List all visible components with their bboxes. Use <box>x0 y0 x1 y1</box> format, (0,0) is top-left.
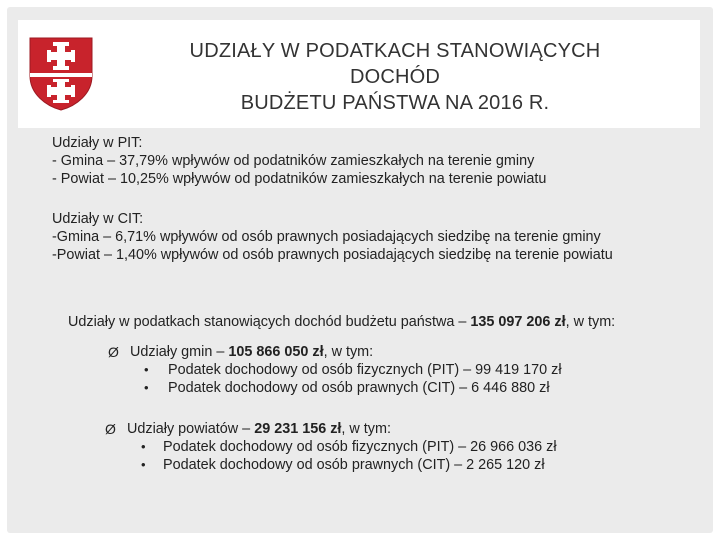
bullet-icon: • <box>141 457 146 472</box>
bullet-icon: • <box>141 439 146 454</box>
summary-amount: 135 097 206 zł <box>470 314 566 330</box>
cit-powiat-line: -Powiat – 1,40% wpływów od osób prawnych posiadających siedzibę na terenie powiatu <box>52 247 613 263</box>
powiatow-suffix: , w tym: <box>341 421 391 437</box>
powiatow-line <box>127 420 391 438</box>
title-line-1: UDZIAŁY W PODATKACH STANOWIĄCYCH <box>189 40 601 62</box>
cit-gmina-line: -Gmina – 6,71% wpływów od osób prawnych posiadających siedzibę na terenie gminy <box>52 229 601 245</box>
title-line-2: DOCHÓD <box>349 66 441 88</box>
bullet-icon: • <box>144 380 149 395</box>
pit-gmina-line: - Gmina – 37,79% wpływów od podatników zamieszkałych na terenie gminy <box>52 153 535 169</box>
summary-line <box>68 313 615 331</box>
pit-heading: Udziały w PIT: <box>52 135 143 151</box>
powiatow-amount: 29 231 156 zł <box>254 421 342 437</box>
summary-suffix: , w tym: <box>565 314 616 330</box>
bullet-icon: • <box>144 362 149 377</box>
gmin-amount: 105 866 050 zł <box>228 344 324 360</box>
arrow-bullet-icon: Ø <box>108 344 119 360</box>
gmin-line <box>130 343 373 361</box>
arrow-bullet-icon: Ø <box>105 421 116 437</box>
page-title <box>125 38 665 116</box>
title-line-3: BUDŻETU PAŃSTWA NA 2016 R. <box>240 92 550 114</box>
pit-powiat-line: - Powiat – 10,25% wpływów od podatników zamieszkałych na terenie powiatu <box>52 171 547 187</box>
cit-heading: Udziały w CIT: <box>52 211 144 227</box>
coat-of-arms-logo <box>28 36 94 112</box>
summary-prefix: Udziały w podatkach stanowiących dochód budżetu państwa – <box>68 314 471 330</box>
gmin-pit-item: Podatek dochodowy od osób fizycznych (PIT) – 99 419 170 zł <box>168 362 562 378</box>
gmin-cit-item: Podatek dochodowy od osób prawnych (CIT) – 6 446 880 zł <box>168 380 550 396</box>
gmin-prefix: Udziały gmin – <box>130 344 229 360</box>
powiatow-cit-item: Podatek dochodowy od osób prawnych (CIT) – 2 265 120 zł <box>163 457 545 473</box>
powiatow-pit-item: Podatek dochodowy od osób fizycznych (PIT) – 26 966 036 zł <box>163 439 557 455</box>
powiatow-prefix: Udziały powiatów – <box>127 421 255 437</box>
gmin-suffix: , w tym: <box>323 344 374 360</box>
